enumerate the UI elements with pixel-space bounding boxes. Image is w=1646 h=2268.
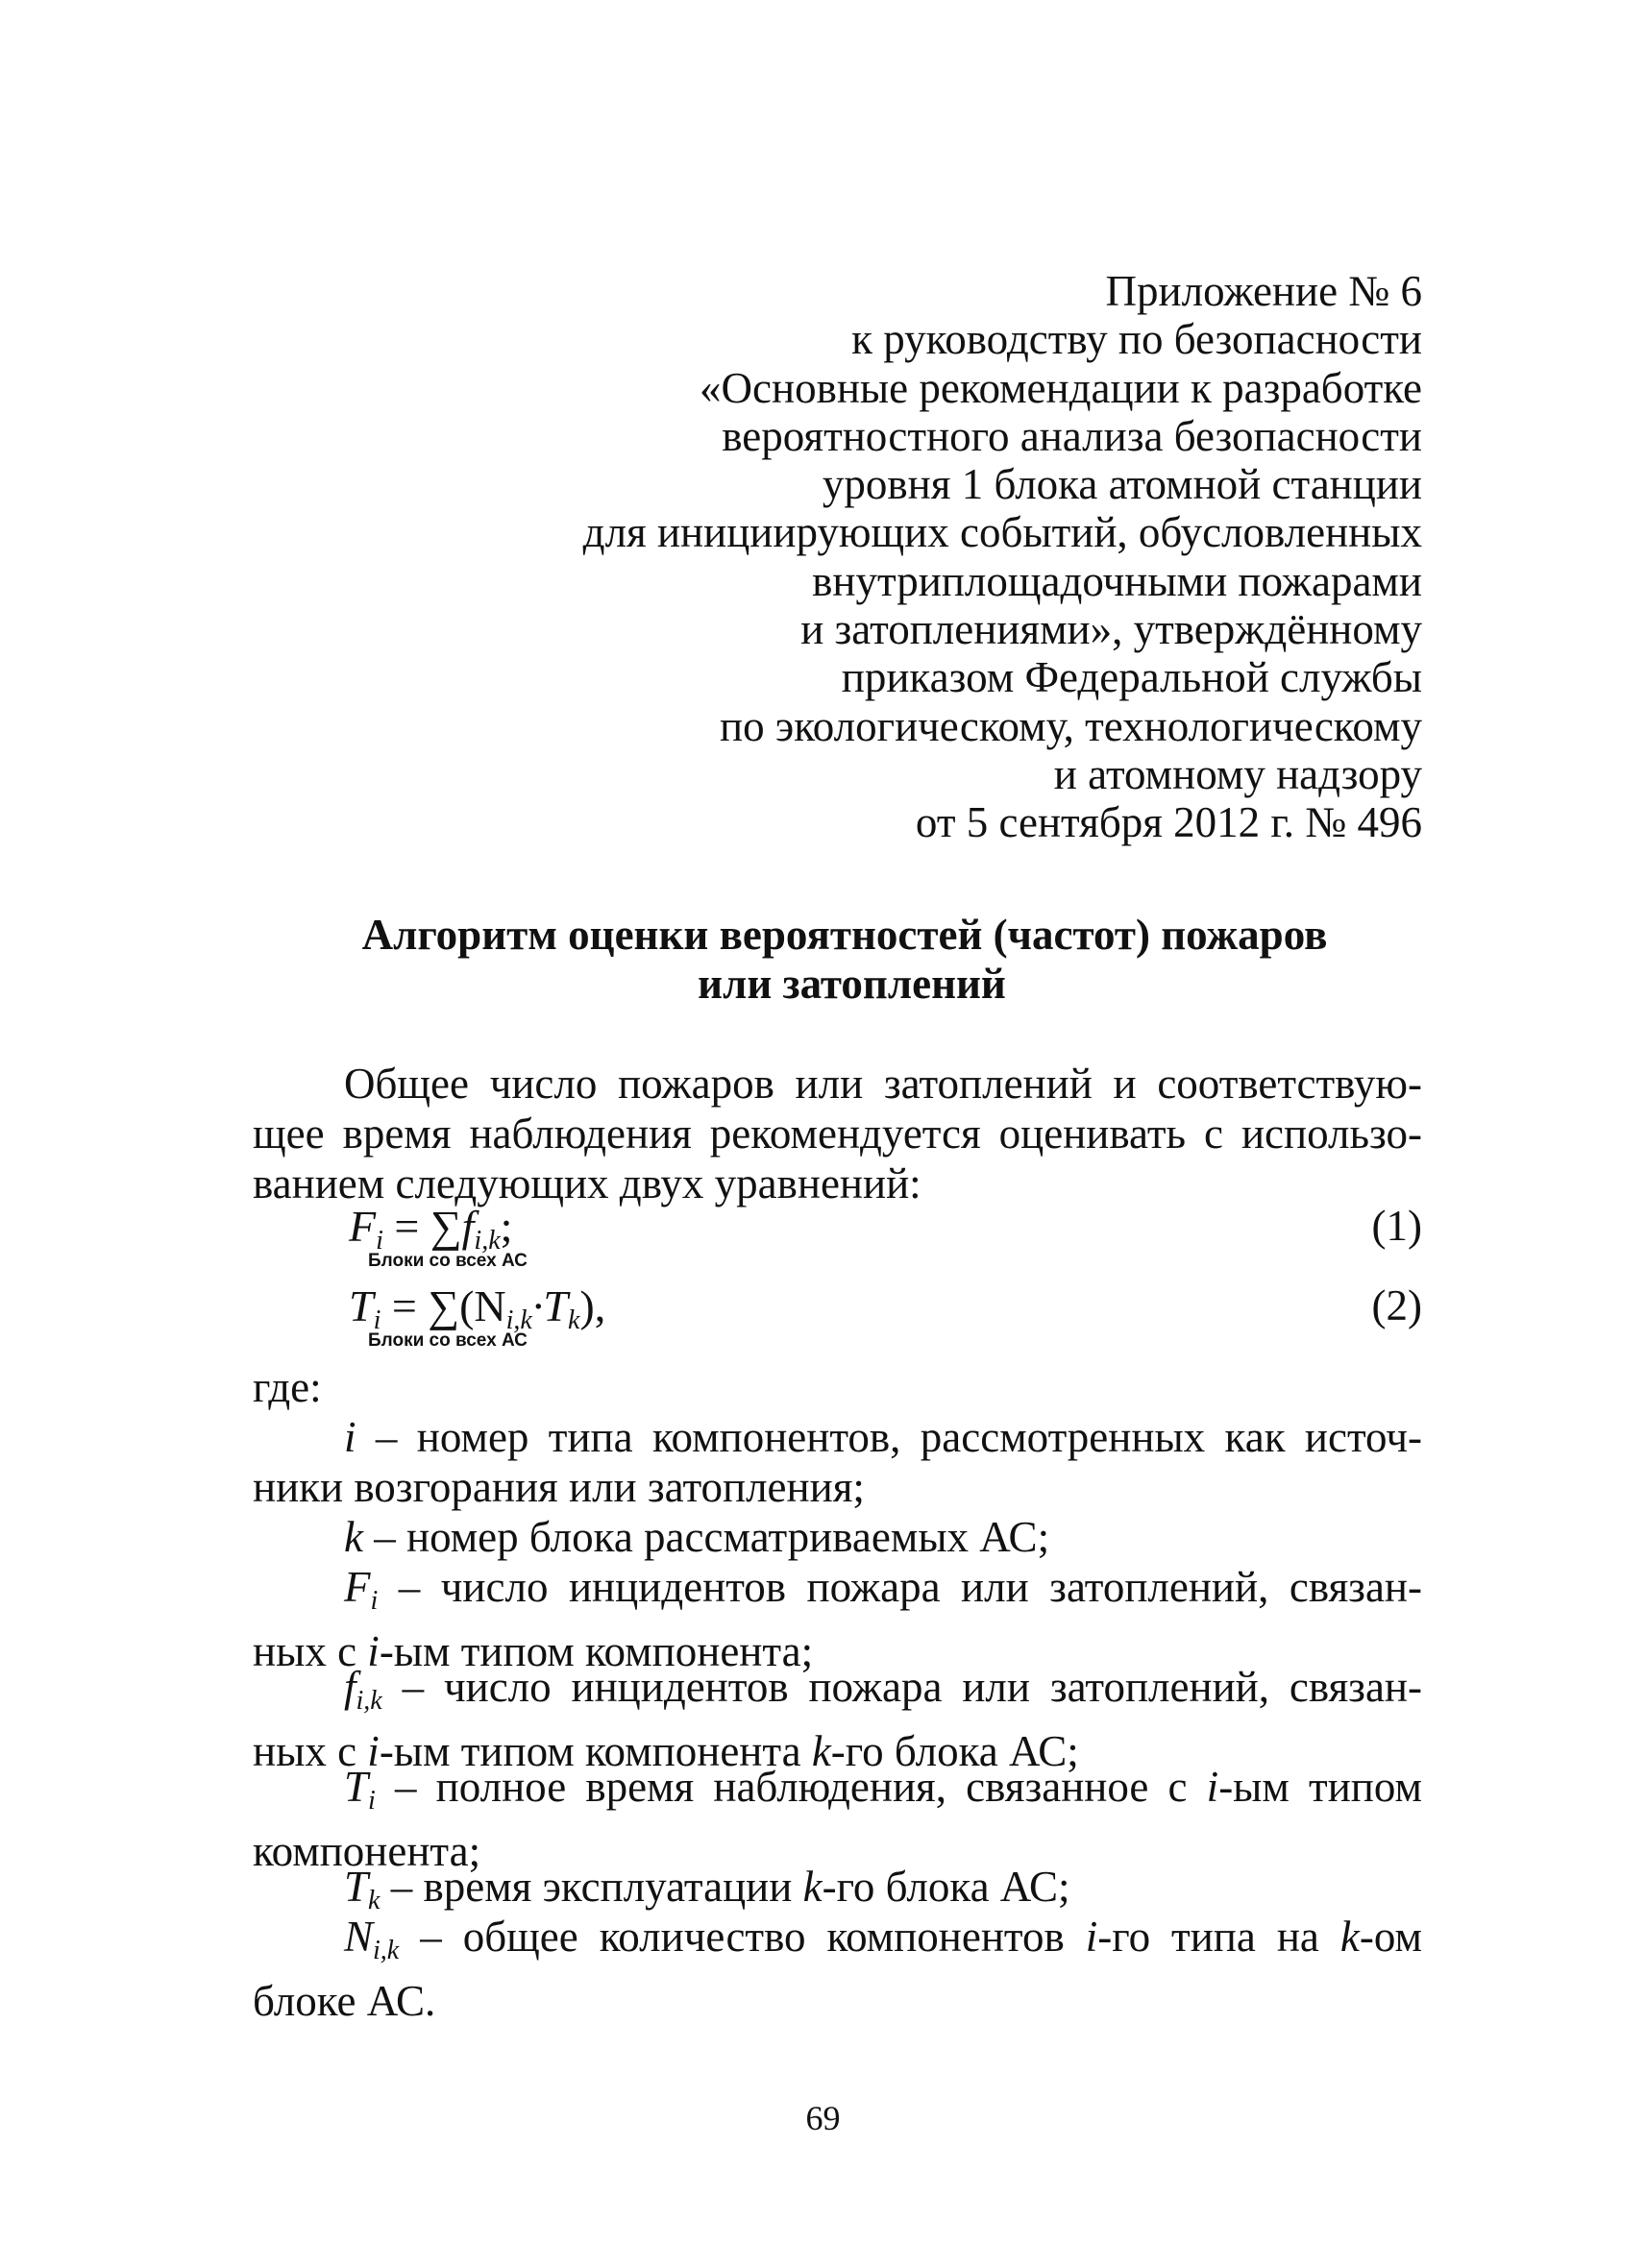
intro-paragraph — [253, 1059, 1422, 1208]
appendix-line: к руководству по безопасности — [851, 315, 1422, 364]
intro-line-2: щее время наблюдения рекомендуется оценивать с использо- — [253, 1110, 1422, 1158]
appendix-line: вероятностного анализа безопасности — [722, 411, 1422, 460]
appendix-line: от 5 сентября 2012 г. № 496 — [915, 798, 1422, 847]
appendix-line: «Основные рекомендации к разработке — [700, 363, 1422, 412]
appendix-header — [583, 267, 1422, 847]
symbol-T-k: $T_k$ — [344, 1863, 381, 1915]
definition-k: k – номер блока рассматриваемых АС; — [344, 1513, 1050, 1561]
title-line-2: или затоплений — [698, 960, 1006, 1008]
appendix-line: и атомному надзору — [1053, 749, 1422, 798]
definition-F-i: $F_i$ – число инцидентов пожара или затоплений, связан- ных с i-ым типом компонента; — [253, 1563, 1422, 1675]
symbol-k: k — [344, 1513, 363, 1561]
symbol-F-i: $F_i$ — [344, 1563, 379, 1616]
formula-2-number: (2) — [1371, 1281, 1422, 1329]
formula-1-expression: $F_i = \sum f_{i,k}$; — [349, 1202, 513, 1256]
title-line-1: Алгоритм оценки вероятностей (частот) пожаров — [361, 911, 1328, 959]
appendix-line: приказом Федеральной службы — [841, 653, 1422, 702]
where-label: где: — [253, 1363, 322, 1411]
definition-f-ik: $f_{i,k}$ – число инцидентов пожара или затоплений, связан- ных с i-ым типом компонента k-го блока АС; — [253, 1663, 1422, 1775]
definition-T-i: $T_i$ – полное время наблюдения, связанное с i-ым типом компонента; — [253, 1763, 1422, 1875]
appendix-line: внутриплощадочными пожарами — [812, 556, 1422, 605]
intro-line-3: ванием следующих двух уравнений: — [253, 1159, 921, 1207]
intro-line-1: Общее число пожаров или затоплений и соответствую- — [344, 1060, 1422, 1108]
appendix-line: для инициирующих событий, обусловленных — [582, 508, 1422, 557]
definition-T-k: $T_k$ – время эксплуатации k-го блока АС; — [344, 1863, 1070, 1915]
symbol-T-i: $T_i$ — [344, 1763, 376, 1816]
appendix-line: и затоплениями», утверждённому — [800, 605, 1422, 654]
page-number: 69 — [805, 2099, 841, 2137]
formula-2-summation-range: Блоки со всех АС — [368, 1330, 528, 1351]
symbol-N-ik: $N_{i,k}$ — [344, 1913, 400, 1965]
formula-1-summation-range: Блоки со всех АС — [368, 1251, 528, 1271]
definition-N-ik: $N_{i,k}$ – общее количество компонентов i-го типа на k-ом блоке АС. — [253, 1913, 1422, 2025]
appendix-line: Приложение № 6 — [1105, 267, 1422, 315]
definition-i: i – номер типа компонентов, рассмотренных как источ- ники возгорания или затопления; — [253, 1413, 1422, 1511]
formula-2-expression: $T_i = \sum(N_{i,k}\cdot T_k)$, — [349, 1281, 606, 1335]
appendix-line: уровня 1 блока атомной станции — [822, 460, 1422, 509]
symbol-f-ik: $f_{i,k}$ — [344, 1663, 382, 1716]
symbol-i: i — [344, 1413, 356, 1461]
appendix-line: по экологическому, технологическому — [720, 701, 1422, 750]
formula-1-number: (1) — [1371, 1202, 1422, 1250]
section-title — [0, 911, 1646, 1009]
